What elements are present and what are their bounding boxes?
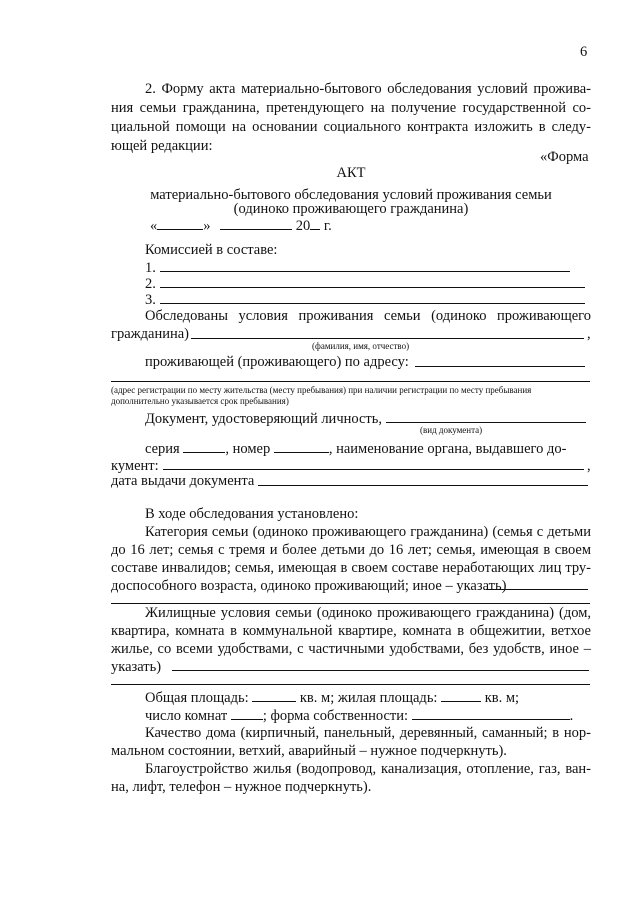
date-open-quote: « [150, 218, 158, 234]
document-word: кумент: [111, 458, 159, 474]
category-line: до 16 лет; семья с тремя и более детьми до 16 лет; семья, имеющая в своем [111, 542, 591, 558]
day-blank [157, 216, 203, 230]
issuer-label: , наименование органа, выдавшего до- [328, 441, 567, 457]
area-unit: кв. м; [484, 690, 520, 706]
series-line [145, 439, 566, 458]
month-blank [220, 216, 292, 230]
living-area-blank [441, 688, 481, 702]
number-label: , номер [225, 441, 271, 457]
category-line: составе инвалидов; семья, имеющая в своем составе неработающих лиц тру- [111, 560, 591, 576]
form-label: «Форма [540, 149, 589, 165]
commission-item: 3. [145, 292, 156, 308]
commission-item: 2. [145, 276, 156, 292]
address-blank-line [111, 381, 590, 382]
area-line [145, 688, 519, 707]
ownership-label: ; форма собственности: [262, 708, 409, 724]
rooms-line [145, 706, 573, 725]
quality-line: Качество дома (кирпичный, панельный, деревянный, саманный; в нор- [145, 725, 591, 741]
housing-line: указать) [111, 659, 162, 675]
year-blank [310, 216, 320, 230]
issuer-comma: , [587, 458, 591, 474]
act-title: АКТ [336, 165, 366, 181]
document-label: Документ, удостоверяющий личность, [145, 411, 382, 427]
name-comma: , [587, 326, 591, 342]
commission-item: 1. [145, 260, 156, 276]
improvement-line: Благоустройство жилья (водопровод, канализация, отопление, газ, ван- [145, 761, 591, 777]
act-subtitle: материально-бытового обследования условий проживания семьи [150, 187, 552, 203]
commission-blank [160, 271, 570, 272]
year-prefix: 20 [295, 218, 311, 234]
ownership-blank [412, 706, 570, 720]
document-hint: (вид документа) [420, 425, 483, 435]
total-area-label: Общая площадь: [145, 690, 249, 706]
name-hint: (фамилия, имя, отчество) [312, 341, 410, 351]
number-blank [274, 439, 329, 453]
address-hint: дополнительно указывается срок пребывания) [111, 396, 289, 406]
ownership-period: . [569, 708, 574, 724]
findings-intro: В ходе обследования установлено: [145, 506, 359, 522]
intro-line: ния семьи гражданина, претендующего на получение государственной со- [111, 100, 591, 116]
commission-blank [160, 287, 585, 288]
page-number: 6 [580, 44, 588, 60]
date-close-quote: » [203, 218, 211, 234]
issue-date-blank [258, 485, 588, 486]
housing-line: Жилищные условия семьи (одиноко проживающего гражданина) (дом, [145, 605, 591, 621]
commission-label: Комиссией в составе: [145, 242, 278, 258]
series-label: серия [145, 441, 180, 457]
rooms-blank [231, 706, 263, 720]
year-suffix: г. [323, 218, 332, 234]
act-date [150, 216, 332, 235]
surveyed-line: Обследованы условия проживания семьи (одиноко проживающего [145, 308, 591, 324]
address-hint: (адрес регистрации по месту жительства (месту пребывания) при наличии регистрации по месту пребывания [111, 385, 532, 395]
living-area-label: кв. м; жилая площадь: [299, 690, 438, 706]
total-area-blank [252, 688, 296, 702]
category-line: Категория семьи (одиноко проживающего гражданина) (семья с детьми [145, 524, 591, 540]
act-subtitle: (одиноко проживающего гражданина) [233, 201, 469, 217]
series-blank [183, 439, 225, 453]
housing-blank-line [111, 684, 590, 685]
commission-blank [160, 303, 585, 304]
improvement-line: на, лифт, телефон – нужное подчеркнуть). [111, 779, 372, 795]
intro-line: циальной помощи на основании социального контракта изложить в следу- [111, 119, 591, 135]
address-label: проживающей (проживающего) по адресу: [145, 354, 409, 370]
housing-line: квартира, комната в коммунальной квартире, комната в общежитии, ветхое [111, 623, 591, 639]
name-blank [191, 338, 584, 339]
housing-line: жилье, со всеми удобствами, с частичными удобствами, без удобств, иное – [111, 641, 591, 657]
housing-blank [172, 670, 589, 671]
document-blank [386, 422, 586, 423]
quality-line: мальном состоянии, ветхий, аварийный – нужное подчеркнуть). [111, 743, 507, 759]
address-blank [415, 366, 585, 367]
issue-date-label: дата выдачи документа [111, 473, 255, 489]
category-blank [486, 589, 588, 590]
surveyed-line: гражданина) [111, 326, 190, 342]
issuer-blank [163, 469, 584, 470]
intro-line: ющей редакции: [111, 138, 213, 154]
intro-line: 2. Форму акта материально-бытового обследования условий прожива- [145, 81, 591, 97]
category-line: доспособного возраста, одиноко проживающий; иное – указать) [111, 578, 507, 594]
rooms-label: число комнат [145, 708, 228, 724]
